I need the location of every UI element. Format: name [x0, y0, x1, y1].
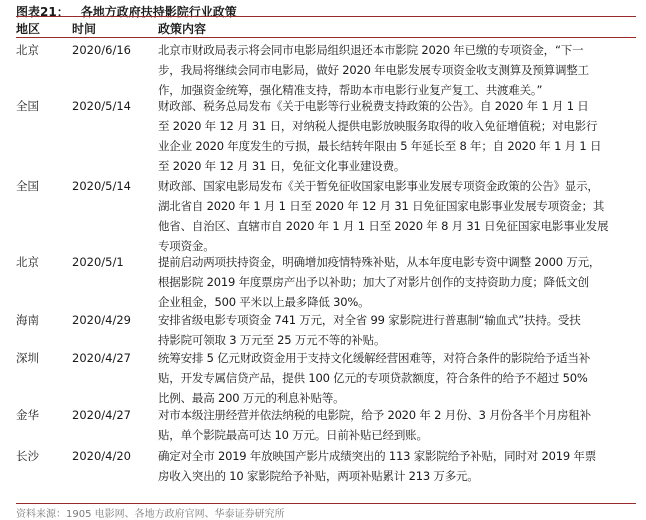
row-date: 2020/5/14 — [72, 99, 131, 113]
row-date: 2020/4/20 — [72, 449, 131, 463]
content-line: 安排省级电影专项资金 741 万元，对全省 99 家影院进行普惠制“输血式”扶持。受扶 — [158, 313, 581, 327]
content-line: 他省、自治区、直辖市自 2020 年 1 月 1 日至 2020 年 8 月 31 日免征国家电影事业发展 — [158, 219, 609, 233]
row-content — [158, 176, 608, 256]
row-region: 金华 — [16, 408, 39, 422]
content-line: 财政部、国家电影局发布《关于暂免征收国家电影事业发展专项资金政策的公告》显示， — [158, 179, 599, 193]
row-region: 全国 — [16, 99, 39, 113]
content-line: 财政部、税务总局发布《关于电影等行业税费支持政策的公告》。自 2020 年 1 月 1 日 — [158, 99, 589, 113]
header-date: 时间 — [72, 22, 97, 36]
content-line: 持影院可领取 3 万元至 25 万元不等的补贴。 — [158, 333, 386, 347]
row-content — [158, 96, 601, 176]
content-line: 统筹安排 5 亿元财政资金用于支持文化缓解经营困难等，对符合条件的影院给予适当补 — [158, 351, 591, 365]
row-content — [158, 348, 590, 408]
row-date: 2020/6/16 — [72, 43, 131, 57]
row-date: 2020/4/29 — [72, 313, 131, 327]
row-region: 全国 — [16, 179, 39, 193]
row-region: 北京 — [16, 43, 39, 57]
content-line: 至 2020 年 12 月 31 日，免征文化事业建设费。 — [158, 159, 406, 173]
table-bottom-rule — [16, 503, 636, 504]
row-content — [158, 446, 596, 486]
header-content: 政策内容 — [158, 22, 207, 36]
row-date: 2020/5/14 — [72, 179, 131, 193]
content-line: 根据影院 2019 年度票房产出予以补助；加大了对影片创作的支持资助力度；降低文创 — [158, 275, 589, 289]
content-line: 企业租金，500 平米以上最多降低 30%。 — [158, 295, 370, 309]
content-line: 提前启动两项扶持资金，明确增加疫情特殊补贴，从本年度电影专资中调整 2000 万元， — [158, 255, 601, 269]
content-line: 步，我局将继续会同市电影局，做好 2020 年电影发展专项资金收支测算及预算调整工 — [158, 63, 589, 77]
content-line: 贴，开发专属信贷产品，提供 100 亿元的专项贷款额度，符合条件的给予不超过 50% — [158, 371, 588, 385]
table-header — [16, 17, 636, 37]
row-content — [158, 405, 591, 445]
content-line: 对市本级注册经营并依法纳税的电影院，给予 2020 年 2 月份、3 月份各半个月房租补 — [158, 408, 591, 422]
row-region: 北京 — [16, 255, 39, 269]
header-region: 地区 — [16, 22, 41, 36]
content-line: 北京市财政局表示将会同市电影局组织退还本市影院 2020 年已缴的专项资金，“下一 — [158, 43, 584, 57]
figure-label: 图表21： — [16, 5, 69, 19]
row-content — [158, 40, 589, 100]
content-line: 作，加强资金统筹，强化精准支持，帮助本市电影行业复产复工、共渡难关。” — [158, 83, 543, 97]
row-date: 2020/5/1 — [72, 255, 124, 269]
row-region: 海南 — [16, 313, 39, 327]
content-line: 比例、最高 200 万元的利息补贴等。 — [158, 391, 345, 405]
content-line: 贴，单个影院最高可达 10 万元。日前补贴已经到账。 — [158, 428, 428, 442]
content-line: 确定对全市 2019 年放映国产影片成绩突出的 113 家影院给予补贴，同时对 2019 年票 — [158, 449, 597, 463]
content-line: 湖北省自 2020 年 1 月 1 日至 2020 年 12 月 31 日免征国家电影事业发展专项资金；其 — [158, 199, 605, 213]
content-line: 至 2020 年 12 月 31 日，对纳税人提供电影放映服务取得的收入免征增值税；对电影行 — [158, 119, 598, 133]
content-line: 房收入突出的 10 家影院给予补贴，两项补贴累计 213 万多元。 — [158, 469, 479, 483]
table-header-rule — [16, 37, 636, 38]
content-line: 专项资金。 — [158, 239, 215, 253]
row-date: 2020/4/27 — [72, 408, 131, 422]
row-content — [158, 310, 581, 350]
figure-title-text: 各地方政府扶持影院行业政策 — [80, 5, 237, 19]
source-note: 资料来源：1905 电影网、各地方政府官网、华泰证券研究所 — [16, 509, 285, 520]
content-line: 业企业 2020 年度发生的亏损，最长结转年限由 5 年延长至 8 年；自 2020 年 1 月 1 日 — [158, 139, 602, 153]
row-content — [158, 252, 600, 312]
row-region: 长沙 — [16, 449, 39, 463]
row-region: 深圳 — [16, 351, 39, 365]
row-date: 2020/4/27 — [72, 351, 131, 365]
